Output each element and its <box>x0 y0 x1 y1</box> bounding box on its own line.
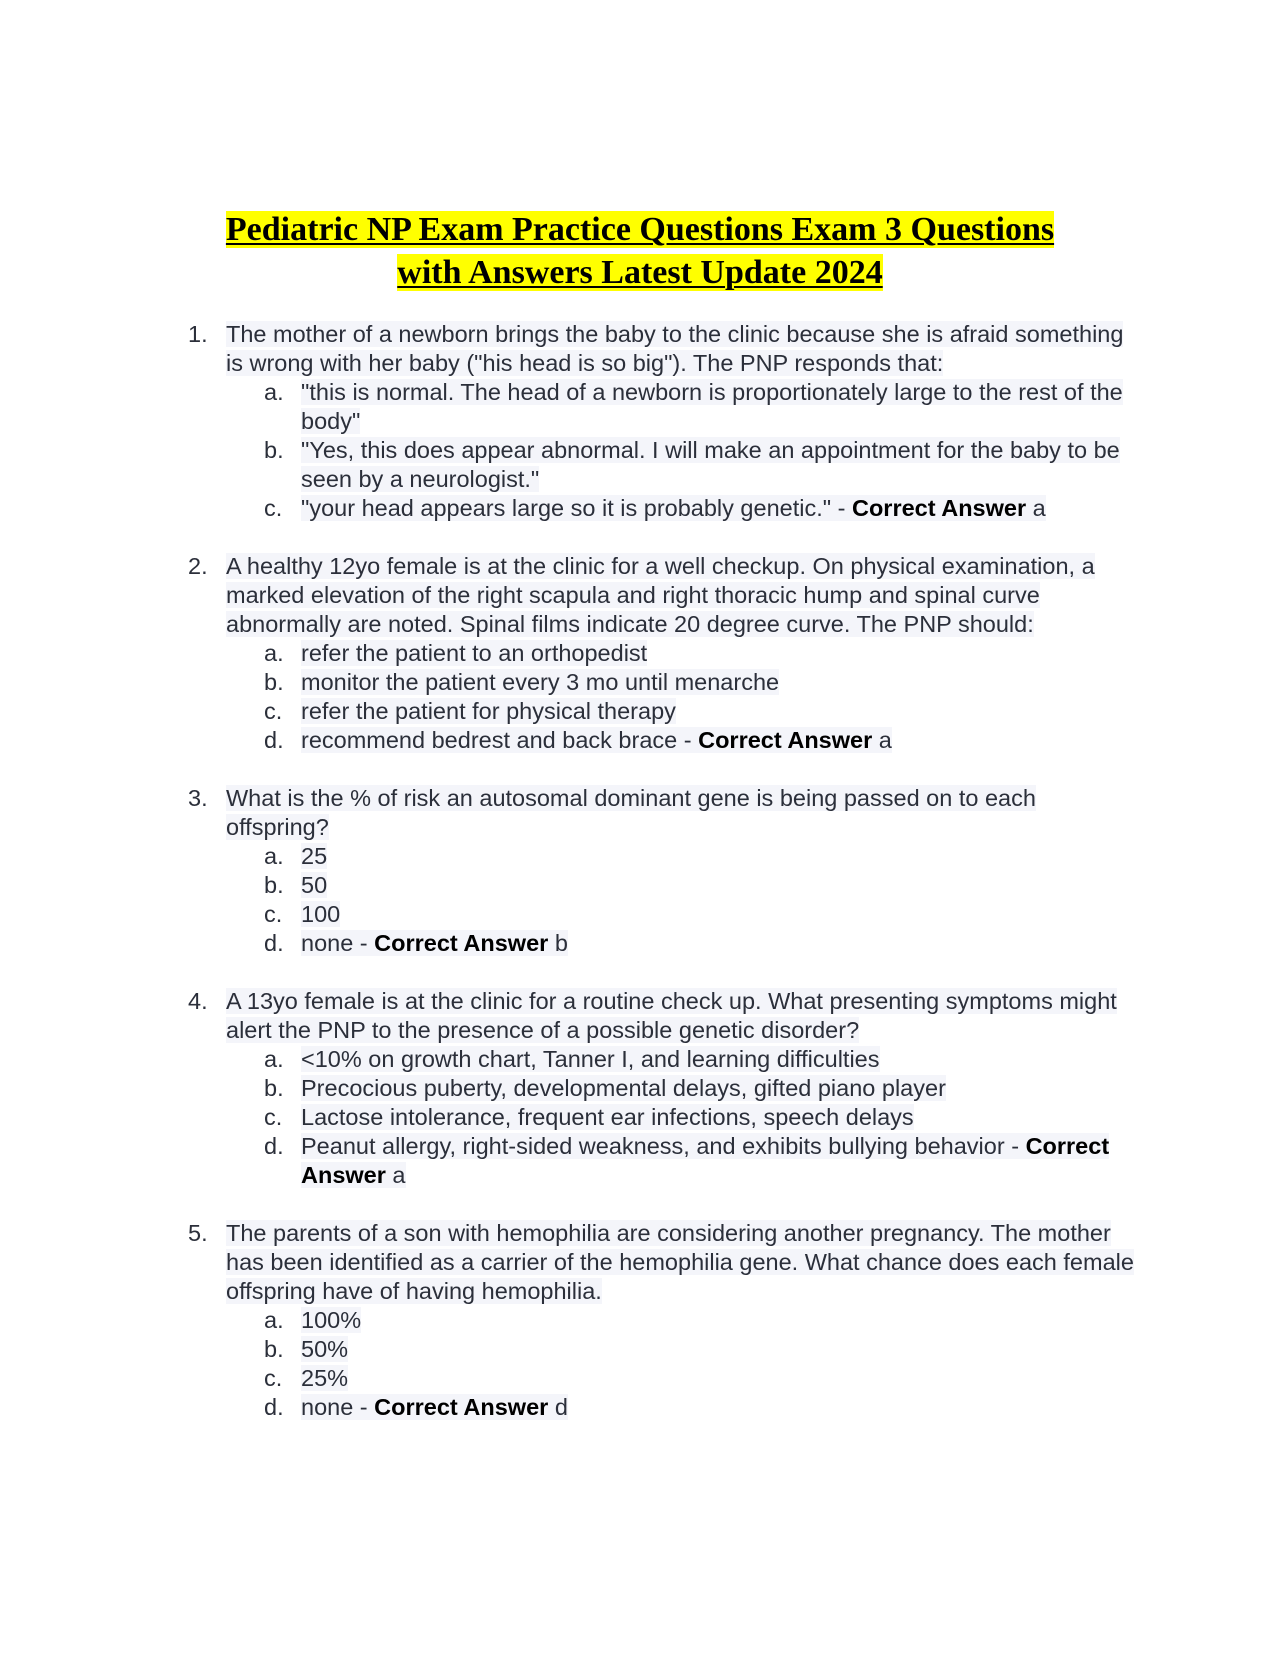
option-text-wrap <box>301 1307 361 1333</box>
correct-answer-label: Correct Answer <box>374 1394 549 1420</box>
question-text: The parents of a son with hemophilia are considering another pregnancy. The mother has been identified as a carrier of the hemophilia gene. What chance does each female offspring have of having hemophilia. <box>226 1220 1134 1304</box>
option-text-wrap <box>301 1075 946 1101</box>
correct-answer-label: Correct Answer <box>851 495 1027 521</box>
option-text: recommend bedrest and back brace <box>301 727 678 753</box>
option-text: 25% <box>301 1365 349 1391</box>
option-text: refer the patient for physical therapy <box>301 698 676 724</box>
question-text: A 13yo female is at the clinic for a routine check up. What presenting symptoms might alert the PNP to the presence of a possible genetic disorder? <box>226 988 1117 1043</box>
option-letter: a. <box>264 843 284 869</box>
option-letter: d. <box>264 1133 284 1159</box>
option-text-wrap <box>301 379 1123 434</box>
answer-separator: - <box>831 495 852 521</box>
option-letter: b. <box>264 669 284 695</box>
correct-answer-label: Correct Answer <box>698 727 873 753</box>
option-text-wrap <box>301 669 779 695</box>
correct-answer-value: d <box>554 1394 568 1420</box>
option-letter: c. <box>264 1104 283 1130</box>
option-letter: b. <box>264 1075 284 1101</box>
option-letter: a. <box>264 379 284 405</box>
answer-option <box>226 436 1140 494</box>
option-letter: c. <box>264 698 283 724</box>
answer-separator: - <box>353 1394 375 1420</box>
question-number: 5. <box>188 1220 208 1246</box>
option-text-wrap <box>301 872 327 898</box>
option-list <box>226 378 1140 523</box>
option-text: none <box>301 1394 354 1420</box>
option-text: Peanut allergy, right-sided weakness, and exhibits bullying behavior <box>301 1133 1005 1159</box>
option-letter: a. <box>264 640 284 666</box>
option-letter: a. <box>264 1307 284 1333</box>
option-text: none <box>301 930 354 956</box>
question-item <box>180 320 1140 523</box>
correct-answer-value: a <box>1032 495 1046 521</box>
correct-answer-value: b <box>554 930 568 956</box>
option-text: Precocious puberty, developmental delays, gifted piano player <box>301 1075 946 1101</box>
title-line-2: with Answers Latest Update 2024 <box>397 254 883 291</box>
question-number: 1. <box>188 321 208 347</box>
question-text: A healthy 12yo female is at the clinic for a well checkup. On physical examination, a marked elevation of the right scapula and right thoracic hump and spinal curve abnormally are noted. Spinal films indicate 20 degree curve. The PNP should: <box>226 553 1095 637</box>
question-item <box>180 784 1140 958</box>
answer-option <box>226 697 1140 726</box>
option-text: <10% on growth chart, Tanner I, and learning difficulties <box>301 1046 880 1072</box>
option-letter: c. <box>264 901 283 927</box>
option-letter: d. <box>264 727 284 753</box>
option-letter: d. <box>264 1394 284 1420</box>
option-list <box>226 1306 1140 1422</box>
option-list <box>226 639 1140 755</box>
option-text: 50 <box>301 872 328 898</box>
answer-option <box>226 871 1140 900</box>
question-list <box>180 320 1140 1451</box>
option-letter: d. <box>264 930 284 956</box>
correct-answer-label: Correct Answer <box>374 930 549 956</box>
option-text-wrap <box>301 843 327 869</box>
question-text: What is the % of risk an autosomal dominant gene is being passed on to each offspring? <box>226 785 1036 840</box>
option-text-wrap <box>301 1104 914 1130</box>
answer-separator: - <box>1004 1133 1026 1159</box>
option-text-wrap <box>301 1046 880 1072</box>
answer-option <box>226 726 1140 755</box>
option-list <box>226 842 1140 958</box>
option-text: monitor the patient every 3 mo until menarche <box>301 669 780 695</box>
option-text: 25 <box>301 843 328 869</box>
answer-option <box>226 378 1140 436</box>
option-list <box>226 1045 1140 1190</box>
answer-option <box>226 1045 1140 1074</box>
option-text-wrap <box>301 1394 568 1420</box>
option-text: "this is normal. The head of a newborn is proportionately large to the rest of the body" <box>301 379 1123 434</box>
answer-option <box>226 1132 1140 1190</box>
correct-answer-label: Correct Answer <box>301 1133 1110 1188</box>
answer-option <box>226 639 1140 668</box>
question-item <box>180 1219 1140 1422</box>
option-letter: b. <box>264 872 284 898</box>
option-text-wrap <box>301 1365 348 1391</box>
option-text-wrap <box>301 437 1120 492</box>
option-text-wrap <box>301 1336 348 1362</box>
option-text-wrap <box>301 1133 1109 1188</box>
answer-option <box>226 929 1140 958</box>
option-text-wrap <box>301 930 568 956</box>
question-item <box>180 987 1140 1190</box>
title-line-1: Pediatric NP Exam Practice Questions Exam 3 Questions <box>225 211 1055 248</box>
answer-option <box>226 1103 1140 1132</box>
option-letter: c. <box>264 495 283 521</box>
answer-option <box>226 1364 1140 1393</box>
answer-option <box>226 494 1140 523</box>
option-letter: c. <box>264 1365 283 1391</box>
option-text: "your head appears large so it is probably genetic." <box>301 495 832 521</box>
option-text-wrap <box>301 901 340 927</box>
answer-option <box>226 1074 1140 1103</box>
question-number: 4. <box>188 988 208 1014</box>
answer-option <box>226 900 1140 929</box>
answer-separator: - <box>677 727 699 753</box>
question-item <box>180 552 1140 755</box>
option-text: 100 <box>301 901 341 927</box>
answer-option <box>226 1306 1140 1335</box>
option-text-wrap <box>301 727 892 753</box>
question-number: 2. <box>188 553 208 579</box>
option-letter: a. <box>264 1046 284 1072</box>
answer-separator: - <box>353 930 375 956</box>
option-text: 100% <box>301 1307 362 1333</box>
correct-answer-value: a <box>878 727 892 753</box>
option-text-wrap <box>301 495 1046 521</box>
answer-option <box>226 842 1140 871</box>
question-text: The mother of a newborn brings the baby to the clinic because she is afraid something is wrong with her baby ("his head is so big"). The PNP responds that: <box>226 321 1124 376</box>
option-text: "Yes, this does appear abnormal. I will make an appointment for the baby to be seen by a neurologist." <box>301 437 1120 492</box>
option-text: 50% <box>301 1336 349 1362</box>
option-letter: b. <box>264 437 284 463</box>
correct-answer-value: a <box>392 1162 406 1188</box>
option-text-wrap <box>301 698 676 724</box>
document-title <box>150 208 1130 294</box>
option-text: refer the patient to an orthopedist <box>301 640 648 666</box>
answer-option <box>226 668 1140 697</box>
option-letter: b. <box>264 1336 284 1362</box>
option-text: Lactose intolerance, frequent ear infections, speech delays <box>301 1104 914 1130</box>
option-text-wrap <box>301 640 647 666</box>
answer-option <box>226 1393 1140 1422</box>
answer-option <box>226 1335 1140 1364</box>
question-number: 3. <box>188 785 208 811</box>
